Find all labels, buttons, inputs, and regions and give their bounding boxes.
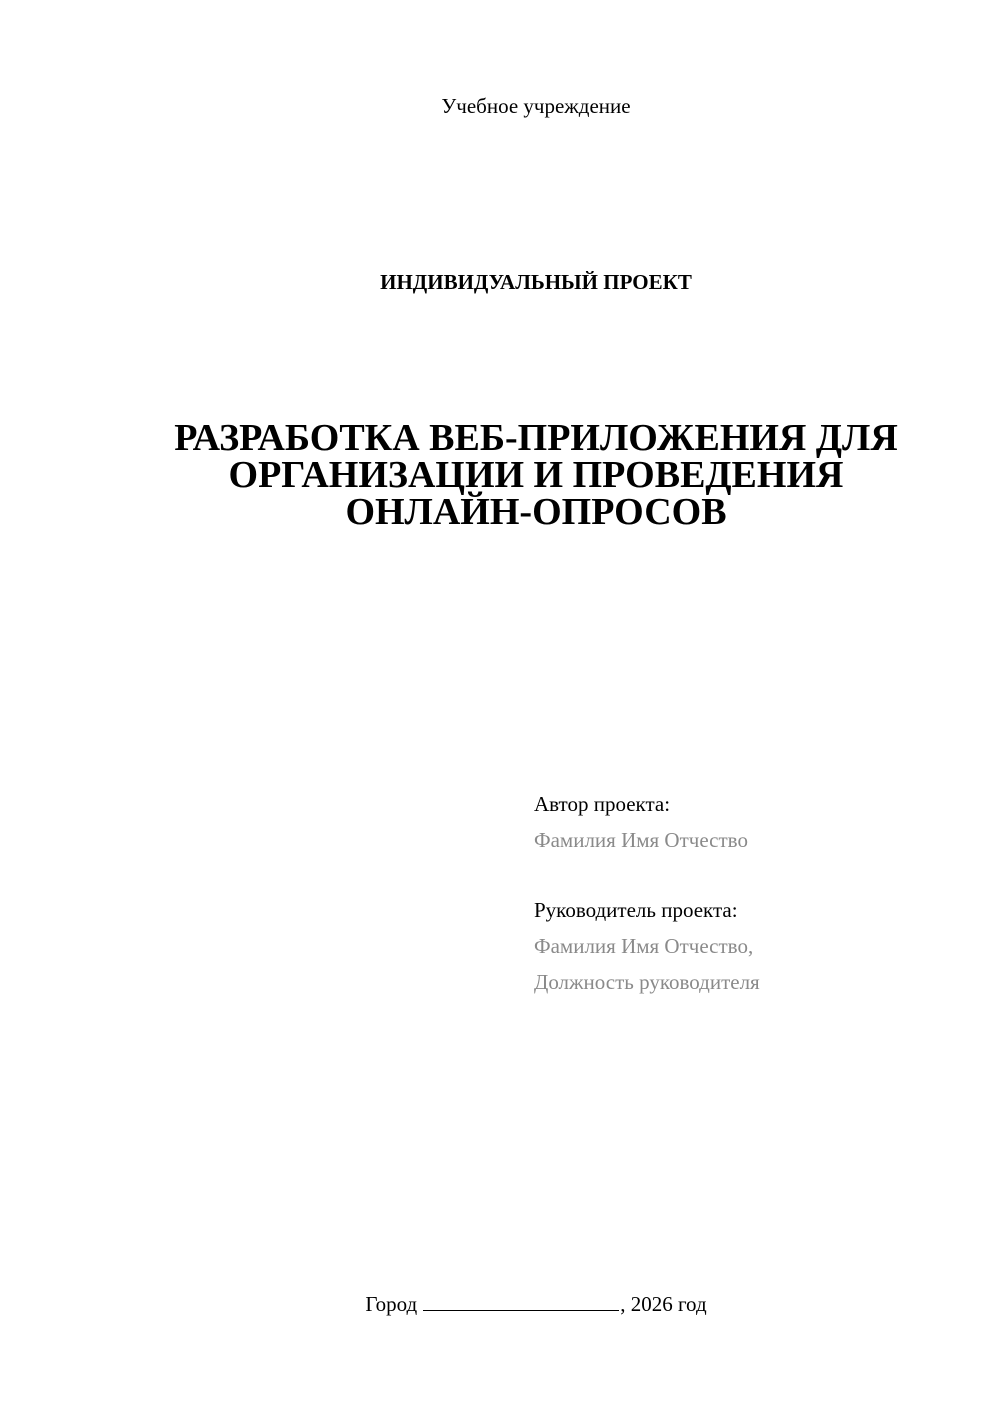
supervisor-name: Фамилия Имя Отчество,	[534, 934, 754, 958]
institution-name: Учебное учреждение	[441, 94, 631, 118]
author-name: Фамилия Имя Отчество	[534, 828, 748, 852]
supervisor-block	[534, 892, 974, 1000]
document-type: ИНДИВИДУАЛЬНЫЙ ПРОЕКТ	[380, 270, 692, 294]
year-text: , 2026 год	[620, 1292, 707, 1316]
author-label: Автор проекта:	[534, 792, 671, 816]
project-title-line-2: ОРГАНИЗАЦИИ И ПРОВЕДЕНИЯ	[228, 454, 844, 496]
author-block	[534, 786, 974, 858]
city-year-line	[0, 1290, 1000, 1318]
project-title-line-1: РАЗРАБОТКА ВЕБ-ПРИЛОЖЕНИЯ ДЛЯ	[174, 417, 898, 459]
supervisor-label: Руководитель проекта:	[534, 898, 738, 922]
city-label: Город	[365, 1292, 418, 1316]
project-title	[100, 417, 972, 533]
project-title-line-3: ОНЛАЙН-ОПРОСОВ	[345, 491, 727, 533]
supervisor-position: Должность руководителя	[534, 970, 760, 994]
city-blank-underline	[423, 1290, 619, 1311]
